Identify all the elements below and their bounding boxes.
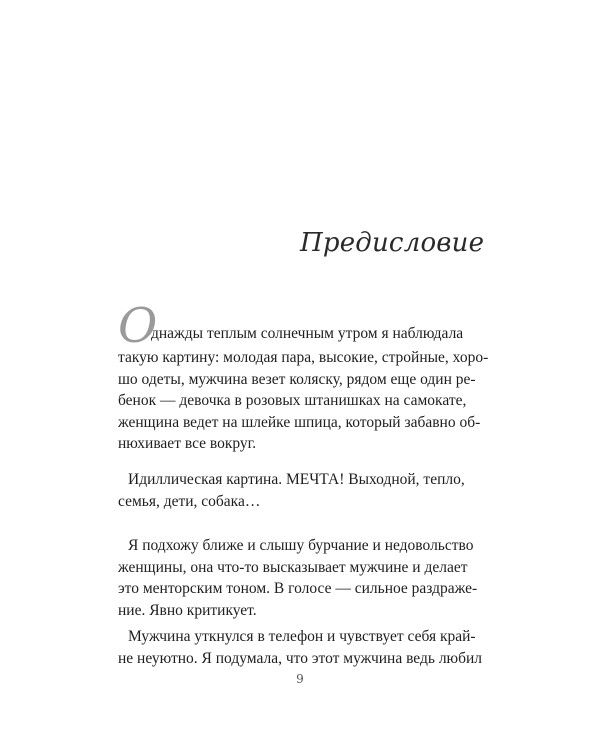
- text-line: Идиллическая картина. МЕЧТА! Выходной, тепло,: [128, 471, 465, 488]
- text-line: семья, дети, собака…: [118, 492, 261, 510]
- paragraph-2: [118, 469, 465, 512]
- text-line: шо одеты, мужчина везет коляску, рядом еще один ре-: [118, 370, 476, 388]
- paragraph-4: [118, 626, 483, 669]
- text-line: нюхивает все вокруг.: [118, 435, 257, 452]
- text-line: такую картину: молодая пара, высокие, стройные, хоро-: [118, 349, 489, 366]
- page-number: 9: [296, 672, 304, 686]
- text-line: Мужчина уткнулся в телефон и чувствует себя край-: [128, 628, 476, 645]
- text-line: не неуютно. Я подумала, что этот мужчина ведь любил: [118, 649, 483, 667]
- text-line: женщина ведет на шлейке шпица, который забавно об-: [118, 413, 481, 431]
- chapter-title: Предисловие: [300, 228, 485, 258]
- drop-cap-letter: О: [118, 298, 158, 354]
- text-line: это менторским тоном. В голосе — сильное раздраже-: [118, 580, 478, 597]
- paragraph-1: [118, 347, 489, 455]
- text-line: бенок — девочка в розовых штанишках на самокате,: [118, 392, 467, 409]
- paragraph-1-first-line: днажды теплым солнечным утром я наблюдала: [151, 325, 464, 342]
- paragraph-3: [118, 535, 478, 621]
- text-line: Я подхожу ближе и слышу бурчание и недовольство: [128, 537, 474, 554]
- text-line: ние. Явно критикует.: [118, 601, 257, 619]
- text-line: женщины, она что-то высказывает мужчине и делает: [118, 558, 468, 576]
